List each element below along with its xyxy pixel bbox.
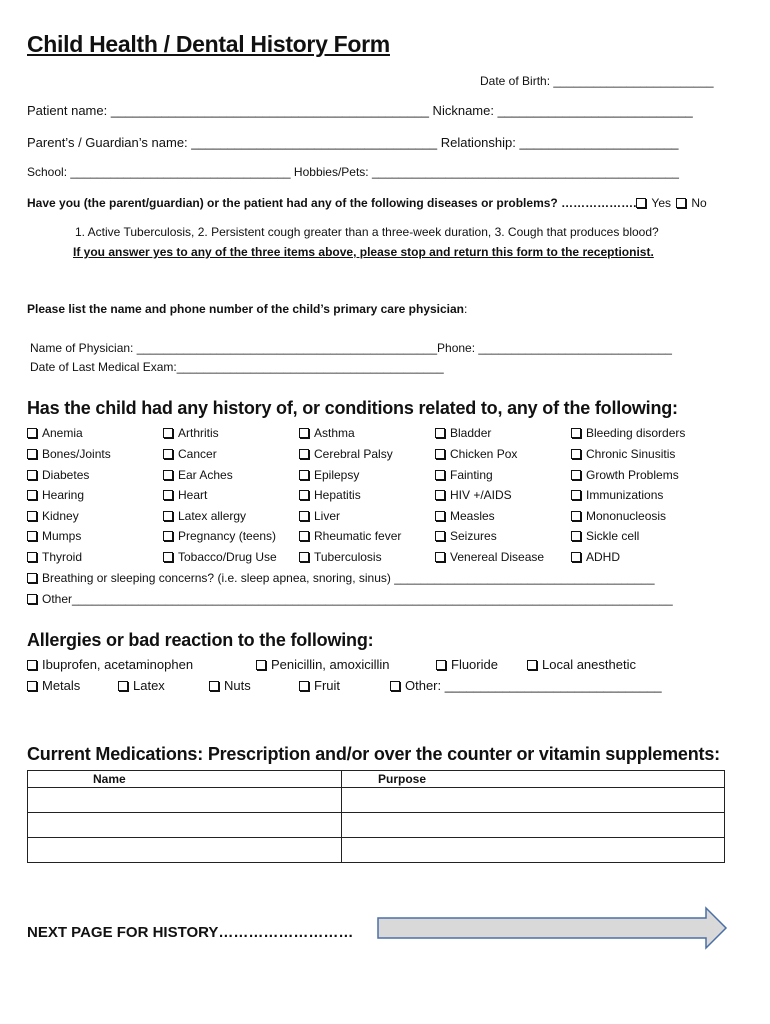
condition-label: ADHD xyxy=(586,550,621,564)
condition-item[interactable] xyxy=(571,550,620,564)
allergy-label: Fluoride xyxy=(451,657,498,672)
dob-field[interactable]: Date of Birth: ________________________ xyxy=(480,74,714,88)
other-line[interactable] xyxy=(27,592,673,606)
condition-checkbox[interactable] xyxy=(27,531,37,541)
condition-label: Tuberculosis xyxy=(314,550,382,564)
allergy-label: Ibuprofen, acetaminophen xyxy=(42,657,194,672)
condition-label: Cerebral Palsy xyxy=(314,447,393,461)
condition-checkbox[interactable] xyxy=(435,449,445,459)
condition-item[interactable] xyxy=(27,488,84,502)
condition-checkbox[interactable] xyxy=(299,552,309,562)
condition-checkbox[interactable] xyxy=(299,531,309,541)
allergy-item[interactable] xyxy=(436,657,498,672)
condition-item[interactable] xyxy=(435,426,491,440)
condition-label: Anemia xyxy=(42,426,83,440)
med-name-cell[interactable] xyxy=(28,838,342,863)
breathing-text: Breathing or sleeping concerns? (i.e. sleep apnea, snoring, sinus) _______________________________________ xyxy=(42,571,655,585)
condition-item[interactable] xyxy=(571,447,675,461)
guardian-line[interactable]: Parent’s / Guardian’s name: __________________________________ Relationship: ______________________ xyxy=(27,135,679,150)
breathing-line[interactable] xyxy=(27,571,655,585)
disease-question-text: Have you (the parent/guardian) or the patient had any of the following diseases or problems? ………………. xyxy=(27,196,637,210)
condition-checkbox[interactable] xyxy=(435,470,445,480)
condition-label: Bladder xyxy=(450,426,492,440)
condition-checkbox[interactable] xyxy=(435,531,445,541)
condition-item[interactable] xyxy=(435,468,493,482)
table-row xyxy=(28,838,725,863)
table-row xyxy=(28,813,725,838)
condition-checkbox[interactable] xyxy=(571,449,581,459)
page-title: Child Health / Dental History Form xyxy=(27,31,390,57)
condition-label: Chicken Pox xyxy=(450,447,518,461)
allergy-checkbox[interactable] xyxy=(527,660,537,670)
condition-item[interactable] xyxy=(571,529,639,543)
condition-item[interactable] xyxy=(27,529,81,543)
warning-text: If you answer yes to any of the three items above, please stop and return this form to the receptionist. xyxy=(73,245,654,259)
condition-checkbox[interactable] xyxy=(163,428,173,438)
condition-label: Asthma xyxy=(314,426,355,440)
condition-item[interactable] xyxy=(571,468,679,482)
condition-checkbox[interactable] xyxy=(299,428,309,438)
table-header-row xyxy=(28,771,725,788)
condition-checkbox[interactable] xyxy=(27,470,37,480)
condition-checkbox[interactable] xyxy=(435,490,445,500)
condition-checkbox[interactable] xyxy=(571,531,581,541)
condition-item[interactable] xyxy=(27,426,83,440)
condition-checkbox[interactable] xyxy=(27,449,37,459)
condition-checkbox[interactable] xyxy=(435,428,445,438)
allergy-other-text: Other: ______________________________ xyxy=(405,678,662,693)
allergy-checkbox[interactable] xyxy=(209,681,219,691)
allergy-checkbox[interactable] xyxy=(299,681,309,691)
no-checkbox[interactable] xyxy=(676,198,686,208)
condition-label: Kidney xyxy=(42,509,79,523)
allergy-label: Metals xyxy=(42,678,81,693)
exam-date-line[interactable]: Date of Last Medical Exam:________________________________________ xyxy=(30,360,444,374)
disease-list: 1. Active Tuberculosis, 2. Persistent cough greater than a three-week duration, 3. Cough that produces blood? xyxy=(75,225,659,239)
condition-item[interactable] xyxy=(435,447,517,461)
condition-checkbox[interactable] xyxy=(299,511,309,521)
condition-label: Chronic Sinusitis xyxy=(586,447,676,461)
condition-checkbox[interactable] xyxy=(163,470,173,480)
condition-label: Seizures xyxy=(450,529,497,543)
physician-prompt-colon: : xyxy=(464,302,468,316)
allergy-other[interactable] xyxy=(390,678,662,693)
condition-label: Ear Aches xyxy=(178,468,233,482)
condition-label: Liver xyxy=(314,509,341,523)
col-name-header: Name xyxy=(28,771,342,788)
allergy-label: Fruit xyxy=(314,678,340,693)
condition-label: Growth Problems xyxy=(586,468,679,482)
physician-line[interactable]: Name of Physician: _____________________________________________Phone: _____________________________ xyxy=(30,341,672,355)
condition-item[interactable] xyxy=(27,468,89,482)
table-row xyxy=(28,788,725,813)
condition-item[interactable] xyxy=(163,509,246,523)
condition-item[interactable] xyxy=(299,426,355,440)
allergy-item[interactable] xyxy=(209,678,251,693)
condition-item[interactable] xyxy=(435,529,497,543)
condition-checkbox[interactable] xyxy=(27,490,37,500)
col-purpose-header: Purpose xyxy=(342,771,725,788)
condition-item[interactable] xyxy=(163,550,277,564)
condition-label: Tobacco/Drug Use xyxy=(178,550,277,564)
physician-prompt xyxy=(27,302,467,316)
med-purpose-cell[interactable] xyxy=(342,788,725,813)
condition-item[interactable] xyxy=(163,468,233,482)
condition-item[interactable] xyxy=(299,468,359,482)
allergy-item[interactable] xyxy=(527,657,636,672)
school-line[interactable]: School: _________________________________ Hobbies/Pets: ______________________________________________ xyxy=(27,165,679,179)
condition-label: Heart xyxy=(178,488,208,502)
condition-item[interactable] xyxy=(571,426,685,440)
condition-label: Bleeding disorders xyxy=(586,426,686,440)
condition-item[interactable] xyxy=(435,509,495,523)
condition-label: Arthritis xyxy=(178,426,219,440)
condition-checkbox[interactable] xyxy=(571,428,581,438)
condition-item[interactable] xyxy=(163,426,219,440)
condition-item[interactable] xyxy=(27,509,79,523)
condition-item[interactable] xyxy=(163,447,217,461)
condition-label: Epilepsy xyxy=(314,468,360,482)
condition-label: HIV +/AIDS xyxy=(450,488,512,502)
condition-checkbox[interactable] xyxy=(163,552,173,562)
condition-item[interactable] xyxy=(27,447,111,461)
condition-label: Diabetes xyxy=(42,468,90,482)
condition-checkbox[interactable] xyxy=(163,511,173,521)
allergy-checkbox[interactable] xyxy=(118,681,128,691)
condition-label: Pregnancy (teens) xyxy=(178,529,277,543)
condition-item[interactable] xyxy=(27,550,82,564)
condition-item[interactable] xyxy=(571,488,663,502)
allergy-checkbox[interactable] xyxy=(27,681,37,691)
history-heading: Has the child had any history of, or conditions related to, any of the following: xyxy=(27,398,678,418)
allergy-label: Local anesthetic xyxy=(542,657,636,672)
allergy-checkbox[interactable] xyxy=(436,660,446,670)
meds-heading: Current Medications: Prescription and/or over the counter or vitamin supplements: xyxy=(27,744,720,764)
allergy-item[interactable] xyxy=(27,657,193,672)
next-arrow-icon[interactable] xyxy=(377,906,729,950)
allergy-label: Latex xyxy=(133,678,165,693)
condition-label: Bones/Joints xyxy=(42,447,111,461)
allergy-item[interactable] xyxy=(27,678,80,693)
condition-item[interactable] xyxy=(299,529,401,543)
condition-label: Hepatitis xyxy=(314,488,361,502)
allergy-checkbox[interactable] xyxy=(27,660,37,670)
condition-item[interactable] xyxy=(299,488,361,502)
condition-label: Cancer xyxy=(178,447,217,461)
allergy-item[interactable] xyxy=(256,657,390,672)
other-checkbox[interactable] xyxy=(27,594,37,604)
condition-label: Latex allergy xyxy=(178,509,247,523)
condition-item[interactable] xyxy=(163,529,276,543)
condition-checkbox[interactable] xyxy=(435,552,445,562)
condition-checkbox[interactable] xyxy=(435,511,445,521)
breathing-checkbox[interactable] xyxy=(27,573,37,583)
condition-checkbox[interactable] xyxy=(299,470,309,480)
patient-name-line[interactable]: Patient name: ____________________________________________ Nickname: ___________________________ xyxy=(27,103,693,118)
condition-item[interactable] xyxy=(435,488,512,502)
condition-checkbox[interactable] xyxy=(27,511,37,521)
allergy-other-checkbox[interactable] xyxy=(390,681,400,691)
condition-label: Fainting xyxy=(450,468,493,482)
condition-checkbox[interactable] xyxy=(571,511,581,521)
condition-checkbox[interactable] xyxy=(299,490,309,500)
allergy-item[interactable] xyxy=(299,678,340,693)
condition-item[interactable] xyxy=(299,550,382,564)
condition-checkbox[interactable] xyxy=(163,490,173,500)
med-name-cell[interactable] xyxy=(28,788,342,813)
condition-label: Hearing xyxy=(42,488,85,502)
med-purpose-cell[interactable] xyxy=(342,813,725,838)
other-text: Other__________________________________________________________________________________________ xyxy=(42,592,673,606)
next-page-label: NEXT PAGE FOR HISTORY……………………… xyxy=(27,924,354,941)
allergy-item[interactable] xyxy=(118,678,165,693)
condition-checkbox[interactable] xyxy=(163,449,173,459)
med-name-cell[interactable] xyxy=(28,813,342,838)
condition-item[interactable] xyxy=(435,550,544,564)
condition-checkbox[interactable] xyxy=(27,552,37,562)
condition-label: Thyroid xyxy=(42,550,83,564)
med-purpose-cell[interactable] xyxy=(342,838,725,863)
allergy-checkbox[interactable] xyxy=(256,660,266,670)
no-label: No xyxy=(691,196,707,210)
condition-label: Measles xyxy=(450,509,495,523)
condition-checkbox[interactable] xyxy=(571,470,581,480)
condition-label: Sickle cell xyxy=(586,529,640,543)
allergy-label: Penicillin, amoxicillin xyxy=(271,657,390,672)
condition-label: Immunizations xyxy=(586,488,664,502)
condition-item[interactable] xyxy=(299,509,340,523)
condition-item[interactable] xyxy=(163,488,207,502)
condition-checkbox[interactable] xyxy=(299,449,309,459)
condition-checkbox[interactable] xyxy=(571,552,581,562)
yes-checkbox[interactable] xyxy=(636,198,646,208)
allergy-label: Nuts xyxy=(224,678,251,693)
disease-question xyxy=(27,196,707,210)
condition-checkbox[interactable] xyxy=(163,531,173,541)
condition-label: Mumps xyxy=(42,529,82,543)
yes-label: Yes xyxy=(651,196,671,210)
allergy-heading: Allergies or bad reaction to the following: xyxy=(27,630,374,650)
medications-table xyxy=(27,770,725,863)
condition-checkbox[interactable] xyxy=(571,490,581,500)
condition-label: Mononucleosis xyxy=(586,509,667,523)
condition-item[interactable] xyxy=(571,509,666,523)
condition-checkbox[interactable] xyxy=(27,428,37,438)
condition-item[interactable] xyxy=(299,447,393,461)
physician-prompt-text: Please list the name and phone number of the child’s primary care physician xyxy=(27,302,465,316)
condition-label: Rheumatic fever xyxy=(314,529,402,543)
condition-label: Venereal Disease xyxy=(450,550,545,564)
